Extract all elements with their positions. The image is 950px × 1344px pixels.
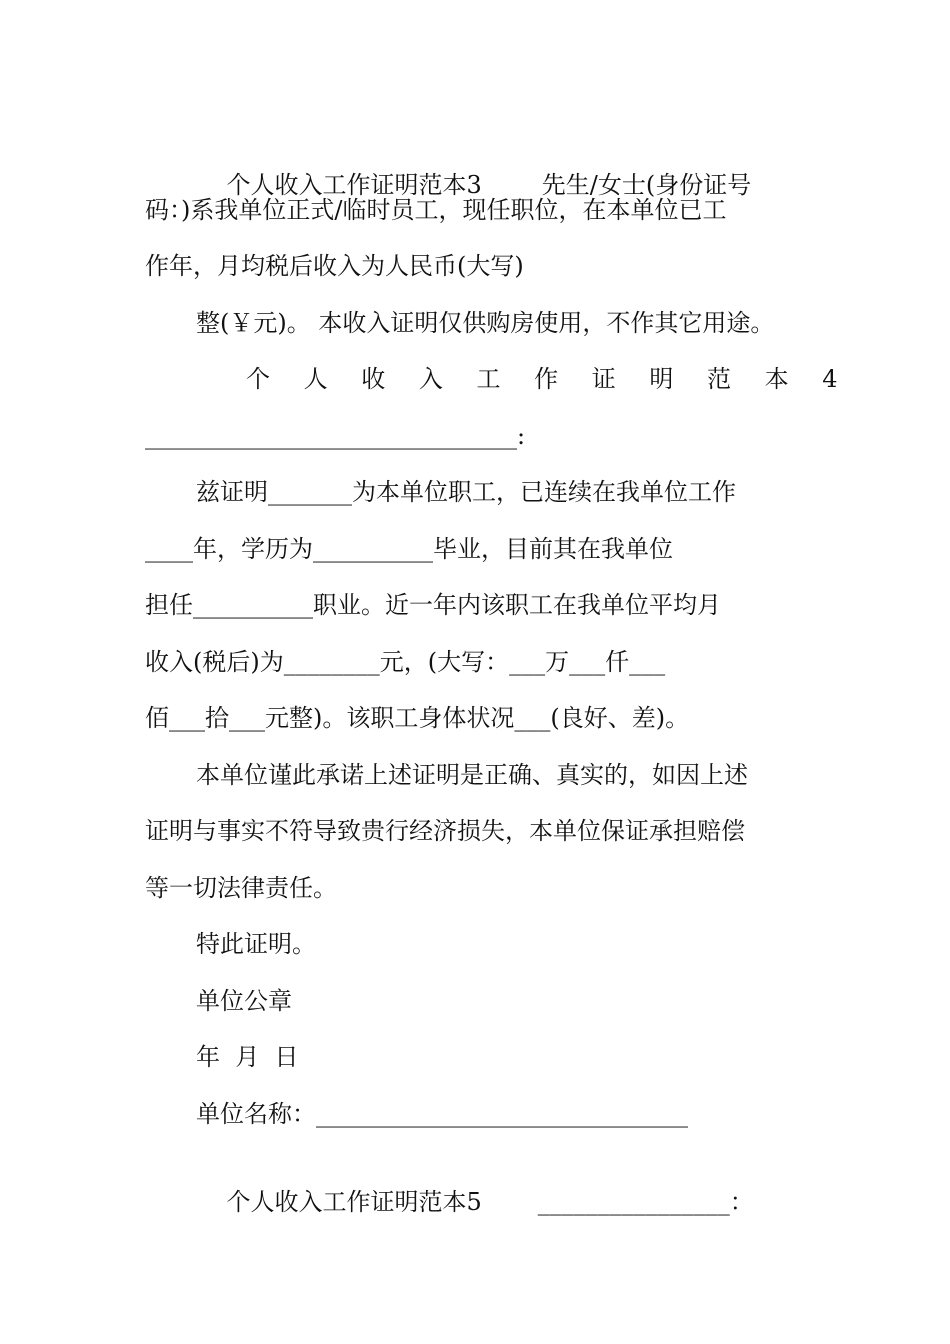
section4-para2-line2: 证明与事实不符导致贵行经济损失，本单位保证承担赔偿: [145, 817, 745, 845]
section4-para1-line3: 担任__________职业。近一年内该职工在我单位平均月: [145, 591, 721, 619]
section4-para1-line5: 佰___拾___元整)。该职工身体状况___(良好、差)。: [145, 704, 690, 732]
section4-closing: 特此证明。: [196, 930, 316, 958]
section5-line1: [196, 1154, 754, 1250]
section4-date: 年 月 日: [196, 1043, 299, 1071]
section3-line4: 整(￥元)。 本收入证明仅供购房使用，不作其它用途。: [196, 309, 775, 337]
section4-para2-line1: 本单位谨此承诺上述证明是正确、真实的，如因上述: [196, 761, 748, 789]
section4-para1-line4: 收入(税后)为________元，(大写：___万___仟___: [145, 648, 666, 676]
section3-salutation: 先生/女士(身份证号: [541, 171, 752, 199]
section4-title: 个 人 收 入 工 作 证 明 范 本 4: [246, 365, 851, 393]
section5-addressee: ________________：: [537, 1188, 754, 1216]
section3-title: 个人收入工作证明范本3: [226, 171, 482, 199]
section4-unit-name: 单位名称：_______________________________: [196, 1100, 688, 1128]
section3-line2: 码：)系我单位正式/临时员工，现任职位，在本单位已工: [145, 196, 727, 224]
section3-line3: 作年，月均税后收入为人民币(大写): [145, 252, 524, 280]
section4-para1-line1: 兹证明_______为本单位职工，已连续在我单位工作: [196, 478, 736, 506]
section5-title: 个人收入工作证明范本5: [226, 1188, 482, 1216]
section4-addressee: _______________________________:: [145, 422, 526, 450]
section4-para2-line3: 等一切法律责任。: [145, 874, 337, 902]
section4-para1-line2: ____年，学历为__________毕业，目前其在我单位: [145, 535, 673, 563]
section4-seal: 单位公章: [196, 987, 292, 1015]
